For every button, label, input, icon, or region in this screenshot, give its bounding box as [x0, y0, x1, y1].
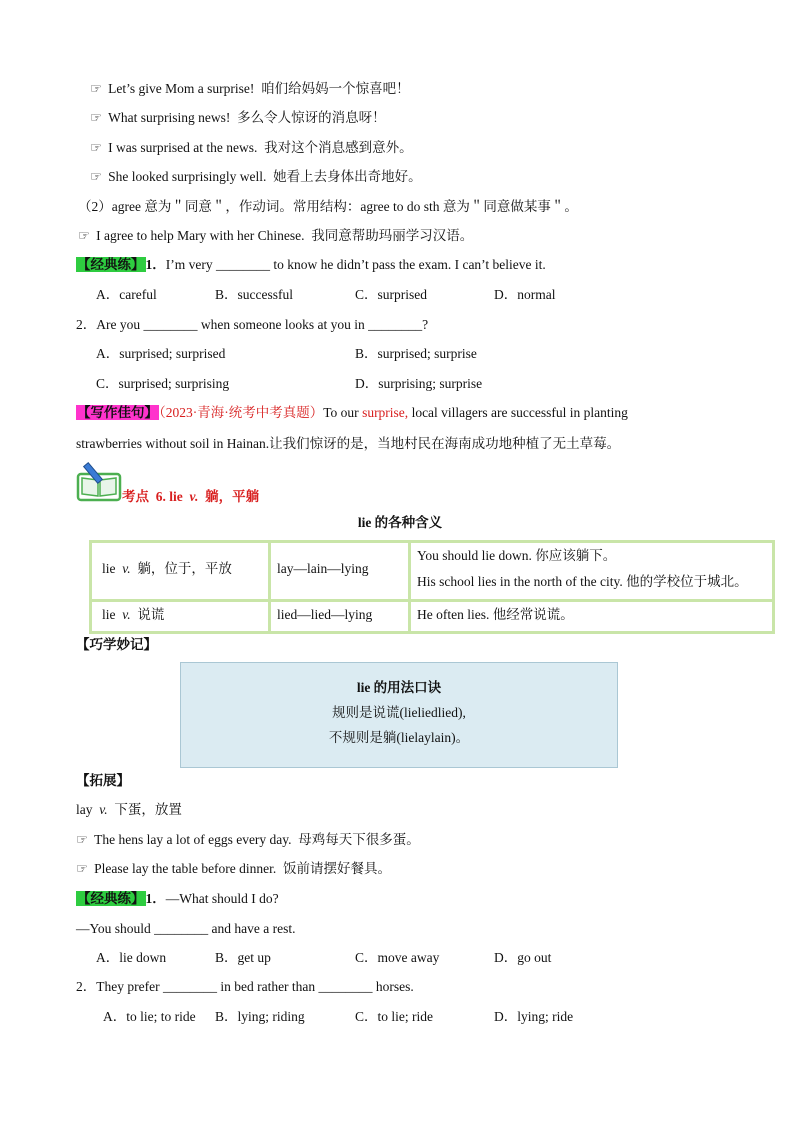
- table-row: [92, 602, 772, 634]
- agree-note: （2）agree 意为＂同意＂，作动词。常用结构：agree to do sth 意为＂同意做某事＂。: [78, 199, 578, 214]
- example-zh: 我对这个消息感到意外。: [264, 140, 413, 155]
- memo-line: 不规则是躺(lielaylain)。: [328, 730, 470, 745]
- point-heading: [122, 488, 259, 506]
- example-zh: 咱们给妈妈一个惊喜吧！: [261, 81, 410, 96]
- exercise-question: [76, 256, 546, 274]
- option: C．surprised; surprising: [96, 376, 230, 391]
- meaning-table: [89, 540, 775, 634]
- pointing-hand-icon: ☞: [90, 81, 103, 96]
- question-text: 2．Are you ________ when someone looks at you in ________?: [76, 317, 429, 332]
- memo-box: [180, 662, 618, 768]
- writing-text: local villagers are successful in planting: [408, 405, 628, 420]
- cell-forms: lied—lied—lying: [277, 607, 373, 622]
- cell-word: lie: [102, 607, 116, 622]
- question-text: —What should I do?: [165, 891, 279, 906]
- exercise-question: [76, 890, 279, 908]
- point-number: 6.: [155, 489, 166, 504]
- pointing-hand-icon: ☞: [90, 169, 103, 184]
- option: D．surprising; surprise: [355, 376, 483, 391]
- cell-pos: v.: [122, 561, 131, 576]
- pointing-hand-icon: ☞: [76, 832, 89, 847]
- cell-forms: lay—lain—lying: [277, 561, 369, 576]
- exercise-tag: 【经典练】: [77, 257, 145, 272]
- example-line: [90, 168, 422, 186]
- memo-title: lie 的用法口诀: [356, 680, 442, 695]
- expand-meaning: 下蛋，放置: [114, 802, 182, 817]
- example-en: What surprising news!: [108, 110, 231, 125]
- option: A．surprised; surprised: [96, 346, 226, 361]
- cell-word: lie: [102, 561, 116, 576]
- example-line: [76, 831, 420, 849]
- example-en: I agree to help Mary with her Chinese.: [96, 228, 305, 243]
- example-zh: 饭前请摆好餐具。: [283, 861, 392, 876]
- table-title: lie 的各种含义: [357, 515, 443, 530]
- option: D．lying; ride: [494, 1009, 574, 1024]
- cell-meaning: 躺，位于，平放: [137, 561, 232, 576]
- point-meaning: 躺，平躺: [205, 489, 260, 504]
- example-zh: 多么令人惊讶的消息呀！: [237, 110, 386, 125]
- pointing-hand-icon: ☞: [76, 861, 89, 876]
- option: D．normal: [494, 287, 556, 302]
- example-zh: 母鸡每天下很多蛋。: [298, 832, 420, 847]
- table-cell: [411, 602, 772, 634]
- writing-keyword: surprise,: [362, 405, 409, 420]
- cell-example: You should lie down. 你应该躺下。: [417, 548, 617, 563]
- pointing-hand-icon: ☞: [90, 110, 103, 125]
- option: B．lying; riding: [215, 1009, 305, 1024]
- option: D．go out: [494, 950, 552, 965]
- option: C．move away: [355, 950, 440, 965]
- question-text: I’m very ________ to know he didn’t pass the exam. I can’t believe it.: [165, 257, 546, 272]
- option: A．careful: [96, 287, 157, 302]
- option: B．successful: [215, 287, 293, 302]
- point-pos: v.: [189, 489, 199, 504]
- memo-line: 规则是说谎(lieliedlied),: [332, 705, 466, 720]
- option: C．to lie; ride: [355, 1009, 433, 1024]
- example-line: [90, 80, 410, 98]
- table-cell: [411, 543, 772, 599]
- example-en: The hens lay a lot of eggs every day.: [94, 832, 292, 847]
- exercise-tag: 【经典练】: [77, 891, 145, 906]
- example-en: Let’s give Mom a surprise!: [108, 81, 255, 96]
- cell-example: He often lies. 他经常说谎。: [417, 607, 574, 622]
- example-zh: 她看上去身体出奇地好。: [273, 169, 422, 184]
- point-word: lie: [169, 489, 183, 504]
- question-text: 2．They prefer ________ in bed rather than ________ horses.: [76, 979, 414, 994]
- option: A．to lie; to ride: [103, 1009, 196, 1024]
- option: B．get up: [215, 950, 271, 965]
- cell-example: His school lies in the north of the city. 他的学校位于城北。: [417, 574, 748, 589]
- option: B．surprised; surprise: [355, 346, 477, 361]
- question-number: 1．: [145, 257, 166, 272]
- writing-tag: 【写作佳句】: [77, 405, 158, 420]
- example-line: [76, 860, 391, 878]
- example-zh: 我同意帮助玛丽学习汉语。: [311, 228, 474, 243]
- pointing-hand-icon: ☞: [90, 140, 103, 155]
- cell-pos: v.: [122, 607, 131, 622]
- option: A．lie down: [96, 950, 167, 965]
- writing-text: To our: [323, 405, 363, 420]
- expand-heading: 【拓展】: [76, 773, 130, 788]
- question-number: 1．: [145, 891, 166, 906]
- table-cell: [271, 602, 411, 634]
- table-row: [92, 543, 772, 602]
- table-cell: [92, 543, 271, 599]
- example-en: She looked surprisingly well.: [108, 169, 267, 184]
- option: C．surprised: [355, 287, 427, 302]
- question-text: —You should ________ and have a rest.: [76, 921, 296, 936]
- expand-pos: v.: [99, 802, 108, 817]
- example-line: [90, 109, 386, 127]
- expand-word-line: [76, 801, 182, 819]
- expand-word: lay: [76, 802, 93, 817]
- example-en: I was surprised at the news.: [108, 140, 258, 155]
- book-pencil-icon: [76, 460, 122, 502]
- writing-sentence: [76, 404, 628, 422]
- example-en: Please lay the table before dinner.: [94, 861, 277, 876]
- memo-heading: 【巧学妙记】: [76, 637, 157, 652]
- example-line: [90, 139, 413, 157]
- writing-source: （2023·青海·统考中考真题）: [159, 405, 324, 420]
- point-label: 考点: [122, 489, 149, 504]
- pointing-hand-icon: ☞: [78, 228, 91, 243]
- table-cell: [92, 602, 271, 634]
- cell-meaning: 说谎: [137, 607, 165, 622]
- example-line: [78, 227, 473, 245]
- table-cell: [271, 543, 411, 599]
- writing-line2: strawberries without soil in Hainan.让我们惊讶的是，当地村民在海南成功地种植了无土草莓。: [76, 436, 621, 451]
